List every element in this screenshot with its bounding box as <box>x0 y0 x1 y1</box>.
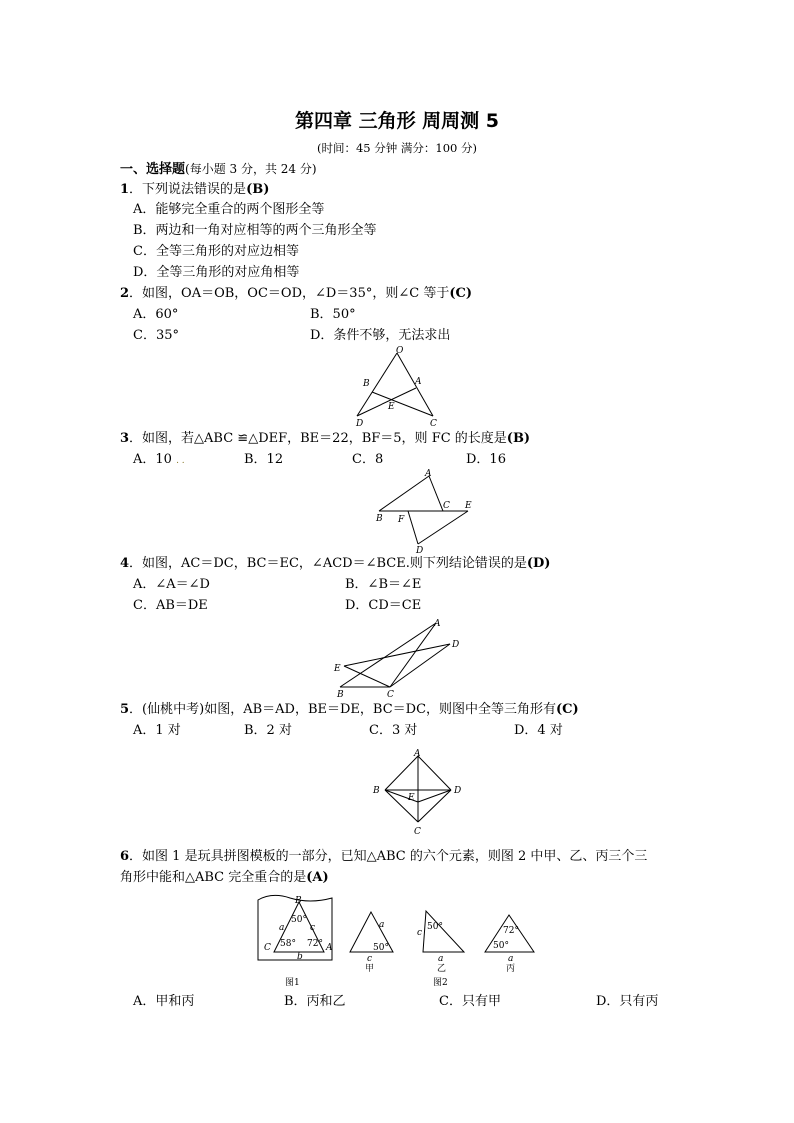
yi-side-a: a <box>438 954 444 964</box>
section-note: (每小题 3 分，共 24 分) <box>185 162 317 176</box>
option-b: B．50° <box>310 307 356 322</box>
label-c: C <box>414 827 421 837</box>
option-b: B．丙和乙 <box>284 994 346 1009</box>
option-a-text: A．10 <box>133 452 172 467</box>
question-number: 6 <box>120 849 130 864</box>
label-d: D <box>452 640 460 650</box>
question-answer: (D) <box>526 556 551 571</box>
segment-ed <box>418 511 468 544</box>
jia-side-c: c <box>367 954 373 964</box>
figure-2-triangles <box>345 905 545 990</box>
segment-ac <box>429 476 443 511</box>
option-c: C．35° <box>133 328 179 343</box>
caption-figure-2: 图2 <box>433 978 448 988</box>
label-c-side: c <box>310 923 316 933</box>
label-e: E <box>408 793 415 803</box>
label-b: B <box>376 514 383 524</box>
label-d: D <box>416 546 424 556</box>
option-b: B．12 <box>244 452 284 467</box>
segment-ab <box>379 476 429 511</box>
label-b: B <box>295 896 302 906</box>
section-name: 一、选择题 <box>120 162 186 177</box>
jia-side-a: a <box>379 920 385 930</box>
bing-angle-left: 50° <box>493 941 509 951</box>
option-a: A．∠A＝∠D <box>133 577 210 592</box>
option-c: C．3 对 <box>369 723 418 738</box>
caption-figure-1: 图1 <box>285 978 300 988</box>
figure-1-template <box>252 890 340 990</box>
label-a-side: a <box>279 923 285 933</box>
exam-info: (时间：45 分钟 满分：100 分) <box>316 141 478 155</box>
margin-dots: . . <box>176 456 185 466</box>
label-e: E <box>465 501 472 511</box>
yi-side-c: c <box>417 928 423 938</box>
label-b-side: b <box>297 952 303 962</box>
option-a: A．60° <box>133 307 179 322</box>
yi-angle: 50° <box>427 922 443 932</box>
label-b: B <box>363 379 370 389</box>
question-stem: ．下列说法错误的是 <box>129 182 247 197</box>
question-3 <box>120 430 530 448</box>
option-b: B．2 对 <box>244 723 292 738</box>
question-1 <box>120 181 269 199</box>
label-c: C <box>264 943 271 953</box>
label-e: E <box>388 402 395 412</box>
label-c: C <box>387 690 394 700</box>
label-d: D <box>454 786 462 796</box>
question-stem: ．如图，若△ABC ≌△DEF，BE＝22，BF＝5，则 FC 的长度是 <box>129 431 507 446</box>
option-c: C．全等三角形的对应边相等 <box>133 244 299 259</box>
question-stem: ．如图 1 是玩具拼图模板的一部分，已知△ABC 的六个元素，则图 2 中甲、乙、丙三个三 <box>129 849 648 864</box>
segment-ad <box>418 756 451 790</box>
bing-caption: 丙 <box>506 964 516 974</box>
segment-dc <box>418 790 451 822</box>
figure-q4 <box>328 614 468 702</box>
angle-a: 72° <box>307 939 323 949</box>
label-d: D <box>356 419 364 429</box>
question-number: 1 <box>120 182 130 197</box>
figure-q3 <box>370 466 485 558</box>
bing-side-a: a <box>508 954 514 964</box>
jia-angle: 50° <box>373 943 389 953</box>
segment-ab <box>385 756 418 790</box>
option-c: C．AB＝DE <box>133 598 208 613</box>
question-number: 5 <box>120 702 130 717</box>
label-c: C <box>443 501 450 511</box>
label-b: B <box>373 786 380 796</box>
option-a <box>133 451 185 470</box>
page-title: 第四章 三角形 周周测 5 <box>294 110 500 132</box>
option-b: B．∠B＝∠E <box>345 577 422 592</box>
segment-ab <box>340 623 436 687</box>
segment-de <box>418 790 451 802</box>
section-heading <box>120 160 317 179</box>
question-stem: ．如图，OA＝OB，OC＝OD，∠D＝35°，则∠C 等于 <box>129 286 450 301</box>
question-5 <box>120 701 579 719</box>
option-a: A．能够完全重合的两个图形全等 <box>133 202 325 217</box>
question-4 <box>120 555 550 573</box>
question-stem: ．(仙桃中考)如图，AB＝AD，BE＝DE，BC＝DC，则图中全等三角形有 <box>129 702 557 717</box>
option-d: D．16 <box>466 452 506 467</box>
segment-fd <box>408 511 418 544</box>
question-answer: (C) <box>449 286 472 301</box>
question-answer: (B) <box>506 431 531 446</box>
question-answer: (A) <box>306 870 329 885</box>
option-d: D．条件不够，无法求出 <box>310 328 451 343</box>
question-answer: (B) <box>246 182 270 197</box>
option-a: A．1 对 <box>133 723 181 738</box>
label-a: A <box>425 469 432 479</box>
question-number: 4 <box>120 556 130 571</box>
angle-b: 50° <box>291 915 307 925</box>
option-d: D．4 对 <box>514 723 563 738</box>
question-stem: ．如图，AC＝DC，BC＝EC，∠ACD＝∠BCE.则下列结论错误的是 <box>129 556 527 571</box>
figure-q2 <box>345 343 455 428</box>
label-b: B <box>337 690 344 700</box>
label-f: F <box>398 515 405 525</box>
question-6-cont <box>120 869 329 887</box>
question-2 <box>120 285 472 303</box>
angle-c: 58° <box>280 939 296 949</box>
option-c: C．8 <box>352 452 384 467</box>
option-d: D．只有丙 <box>596 994 659 1009</box>
option-b: B．两边和一角对应相等的两个三角形全等 <box>133 223 377 238</box>
option-c: C．只有甲 <box>439 994 501 1009</box>
label-a: A <box>434 619 441 629</box>
label-o: O <box>396 346 404 356</box>
yi-caption: 乙 <box>437 964 447 974</box>
option-d: D．全等三角形的对应角相等 <box>133 265 300 280</box>
label-c: C <box>430 419 437 429</box>
jia-caption: 甲 <box>365 964 375 974</box>
bing-angle-top: 72° <box>503 926 519 936</box>
question-6 <box>120 848 647 866</box>
label-a: A <box>326 943 333 953</box>
option-d: D．CD＝CE <box>345 598 422 613</box>
question-answer: (C) <box>556 702 579 717</box>
option-a: A．甲和丙 <box>133 994 195 1009</box>
question-stem-cont: 角形中能和△ABC 完全重合的是 <box>120 870 307 885</box>
question-number: 3 <box>120 431 130 446</box>
label-a: A <box>414 749 421 759</box>
question-number: 2 <box>120 286 130 301</box>
label-a: A <box>415 377 422 387</box>
label-e: E <box>334 664 341 674</box>
figure-q5 <box>368 744 468 839</box>
